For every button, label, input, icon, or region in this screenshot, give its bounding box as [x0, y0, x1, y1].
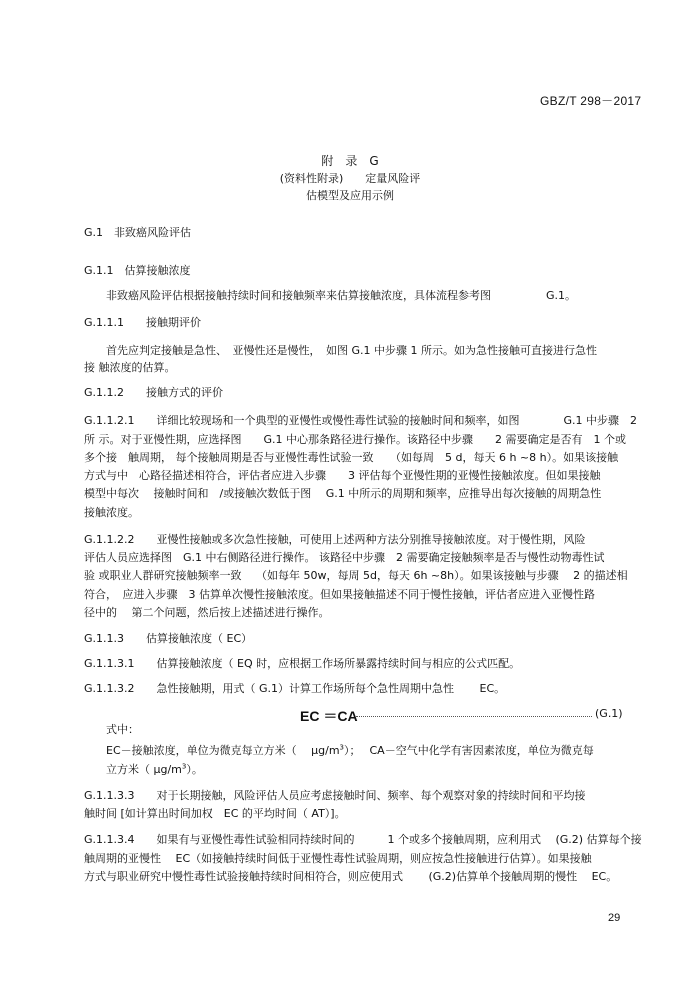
ec-definition [106, 744, 594, 758]
paragraph-line: 触时间 [如计算出时间加权 EC 的平均时间（ AT）]。 [84, 807, 346, 820]
standard-code: GBZ/T 298－2017 [540, 94, 642, 108]
paragraph-line: 多个接 触周期， 每个接触周期是否与亚慢性毒性试验一致 （如每周 5 d，每天 6 h ~8 h）。如果该接触 [84, 451, 619, 464]
paragraph-line: G.1.1.3.3 对于长期接触，风险评估人员应考虑接触时间、频率、每个观察对象的持续时间和平均接 [84, 789, 586, 802]
where-label: 式中： [106, 723, 139, 736]
section-heading-g11: G.1.1 估算接触浓度 [84, 264, 191, 277]
equation-number: (G.1) [595, 707, 623, 720]
ec-definition-text: EC－接触浓度，单位为微克每立方米（ μg/m [106, 744, 340, 757]
section-heading-g112: G.1.1.2 接触方式的评价 [84, 386, 224, 399]
section-heading-g1: G.1 非致癌风险评估 [84, 226, 192, 239]
paragraph-line: G.1.1.3.1 估算接触浓度（ EQ 时，应根据工作场所暴露持续时间与相应的公式匹配。 [84, 657, 521, 670]
paragraph-line: 符合， 应进入步骤 3 估算单次慢性接触浓度。但如果接触描述不同于慢性接触，评估者应进入亚慢性路 [84, 588, 595, 601]
paragraph-line: 非致癌风险评估根据接触持续时间和接触频率来估算接触浓度，具体流程参考图 G.1。 [106, 289, 577, 302]
paragraph-line: 评估人员应选择图 G.1 中右侧路径进行操作。 该路径中步骤 2 需要确定接触频率是否与慢性动物毒性试 [84, 551, 605, 564]
unit-text-end: ）。 [186, 763, 203, 776]
paragraph-line: G.1.1.2.2 亚慢性接触或多次急性接触，可使用上述两种方法分别推导接触浓度。对于慢性期，风险 [84, 533, 586, 546]
section-heading-g113: G.1.1.3 估算接触浓度（ EC） [84, 632, 253, 645]
paragraph-line: 验 或职业人群研究接触频率一致 （如每年 50w，每周 5d，每天 6h ~8h）。如果该接触与步骤 2 的描述相 [84, 569, 628, 582]
ec-definition-continued [106, 763, 203, 777]
formula-g1: EC ＝CA [300, 708, 358, 724]
appendix-subtitle-2: 估模型及应用示例 [306, 189, 394, 202]
unit-text: 立方米（ μg/m [106, 763, 182, 776]
ca-definition-text: ）； CA－空气中化学有害因素浓度，单位为微克每 [344, 744, 594, 757]
formula-leader-dots [356, 716, 592, 717]
superscript: 3 [181, 762, 187, 771]
paragraph-line: 接触浓度。 [84, 506, 139, 519]
paragraph-line: 所 示。对于亚慢性期，应选择图 G.1 中心那条路径进行操作。该路径中步骤 2 需要确定是否有 1 个或 [84, 433, 626, 446]
paragraph-line: 触周期的亚慢性 EC（如接触持续时间低于亚慢性毒性试验周期，则应按急性接触进行估算）。如果接触 [84, 852, 592, 865]
paragraph-line: 径中的 第二个问题，然后按上述描述进行操作。 [84, 606, 330, 619]
section-heading-g111: G.1.1.1 接触期评价 [84, 316, 202, 329]
paragraph-line: G.1.1.3.4 如果有与亚慢性毒性试验相同持续时间的 1 个或多个接触周期，应利用式 (G.2) 估算每个接 [84, 833, 642, 846]
appendix-title: 附 录 G [321, 154, 379, 168]
paragraph-line: 方式与中 心路径描述相符合，评估者应进入步骤 3 评估每个亚慢性期的亚慢性接触浓度。但如果接触 [84, 469, 601, 482]
appendix-subtitle: (资料性附录) 定量风险评 [279, 172, 421, 185]
paragraph-line: 方式与职业研究中慢性毒性试验接触持续时间相符合，则应使用式 (G.2)估算单个接触周期的慢性 EC。 [84, 870, 618, 883]
paragraph-line: G.1.1.2.1 详细比较现场和一个典型的亚慢性或慢性毒性试验的接触时间和频率，如图 G.1 中步骤 2 [84, 414, 638, 427]
page-number: 29 [608, 912, 621, 924]
paragraph-line: G.1.1.3.2 急性接触期，用式（ G.1）计算工作场所每个急性周期中急性 EC。 [84, 682, 506, 695]
paragraph-line: 模型中每次 接触时间和 /或接触次数低于图 G.1 中所示的周期和频率，应推导出每次接触的周期急性 [84, 487, 602, 500]
superscript: 3 [339, 743, 344, 752]
paragraph-line: 接 触浓度的估算。 [84, 361, 176, 374]
paragraph-line: 首先应判定接触是急性、 亚慢性还是慢性， 如图 G.1 中步骤 1 所示。如为急性接触可直接进行急性 [106, 344, 598, 357]
